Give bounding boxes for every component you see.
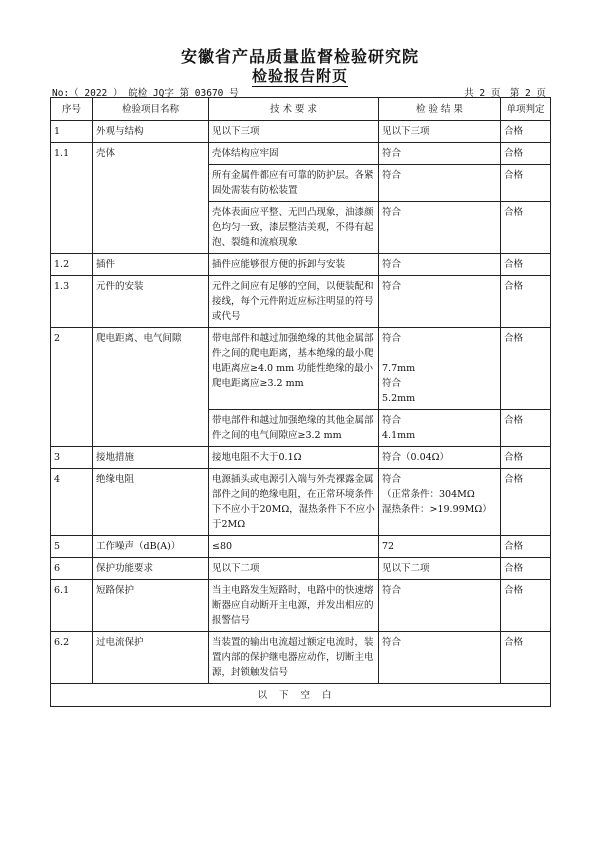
row-result: 符合	[379, 632, 501, 684]
row-item: 过电流保护	[93, 632, 209, 684]
row-verdict: 合格	[501, 410, 551, 447]
col-no: 序号	[51, 98, 93, 121]
row-item: 外观与结构	[93, 121, 209, 143]
row-no: 1.3	[51, 276, 93, 328]
table-row	[51, 536, 551, 558]
row-requirement: 壳体表面应平整、无凹凸现象，油漆颜色均匀一致，漆层整洁美观，不得有起泡、裂缝和流痕现象	[209, 202, 379, 254]
table-row	[51, 632, 551, 684]
row-result: 符合	[379, 165, 501, 202]
result-line: 符合	[382, 474, 402, 485]
row-requirement: 当主电路发生短路时，电路中的快速熔断器应自动断开主电源，并发出相应的报警信号	[209, 580, 379, 632]
row-requirement: 见以下二项	[209, 558, 379, 580]
row-item: 接地措施	[93, 447, 209, 469]
table-footer	[51, 684, 551, 707]
page-count: 共 2 页 第 2 页	[464, 88, 546, 99]
row-item: 绝缘电阻	[93, 469, 209, 536]
col-requirement: 技 术 要 求	[209, 98, 379, 121]
row-requirement: 见以下三项	[209, 121, 379, 143]
row-requirement: 带电部件和越过加强绝缘的其他金属部件之间的电气间隙应≥3.2 mm	[209, 410, 379, 447]
row-requirement: 电源插头或电源引入端与外壳裸露金属部件之间的绝缘电阻，在正常环境条件下不应小于20MΩ，湿热条件下不应小于2MΩ	[209, 469, 379, 536]
row-requirement: 当装置的输出电流超过额定电流时，装置内部的保护继电器应动作，切断主电源，封锁触发信号	[209, 632, 379, 684]
row-no: 1	[51, 121, 93, 143]
result-line: 7.7mm	[382, 363, 416, 374]
row-result: 见以下二项	[379, 558, 501, 580]
row-result: 符合	[379, 143, 501, 165]
row-verdict: 合格	[501, 447, 551, 469]
row-verdict: 合格	[501, 276, 551, 328]
row-result: 符合	[379, 202, 501, 254]
row-requirement: 插件应能够很方便的拆卸与安装	[209, 254, 379, 276]
table-row	[51, 558, 551, 580]
row-no: 5	[51, 536, 93, 558]
page-title-text: 检验报告附页	[251, 67, 348, 85]
table-row	[51, 143, 551, 165]
row-no: 2	[51, 328, 93, 447]
row-item: 元件的安装	[93, 276, 209, 328]
table-row	[51, 254, 551, 276]
page-title	[0, 65, 600, 86]
row-result	[379, 328, 501, 410]
row-item: 爬电距离、电气间隙	[93, 328, 209, 447]
row-verdict: 合格	[501, 632, 551, 684]
result-line: 4.1mm	[382, 430, 416, 441]
col-item: 检验项目名称	[93, 98, 209, 121]
row-requirement: 带电部件和越过加强绝缘的其他金属部件之间的爬电距离，基本绝缘的最小爬电距离应≥4.0 mm 功能性绝缘的最小爬电距离应≥3.2 mm	[209, 328, 379, 410]
row-item: 短路保护	[93, 580, 209, 632]
table-header	[51, 98, 551, 121]
row-verdict: 合格	[501, 202, 551, 254]
result-line: 5.2mm	[382, 393, 416, 404]
row-verdict: 合格	[501, 143, 551, 165]
row-verdict: 合格	[501, 580, 551, 632]
row-result: 符合	[379, 580, 501, 632]
row-item: 工作噪声（dB(A)）	[93, 536, 209, 558]
result-line: 符合	[382, 378, 402, 389]
result-line: 符合	[382, 333, 402, 344]
row-no: 4	[51, 469, 93, 536]
institute-name: 安徽省产品质量监督检验研究院	[180, 47, 419, 66]
table-row	[51, 469, 551, 536]
row-item: 壳体	[93, 143, 209, 254]
table-row	[51, 276, 551, 328]
table-row	[51, 121, 551, 143]
row-result	[379, 410, 501, 447]
row-result: 72	[379, 536, 501, 558]
row-result: 见以下三项	[379, 121, 501, 143]
row-no: 6.2	[51, 632, 93, 684]
table-row	[51, 447, 551, 469]
row-item: 保护功能要求	[93, 558, 209, 580]
row-verdict: 合格	[501, 328, 551, 410]
row-requirement: 元件之间应有足够的空间，以便装配和接线，每个元件附近应标注明显的符号或代号	[209, 276, 379, 328]
row-verdict: 合格	[501, 469, 551, 536]
row-requirement: 壳体结构应牢固	[209, 143, 379, 165]
col-result: 检 验 结 果	[379, 98, 501, 121]
row-verdict: 合格	[501, 558, 551, 580]
report-number: No:（ 2022 ） 皖检 JQ字 第 03670 号	[52, 88, 239, 99]
row-verdict: 合格	[501, 536, 551, 558]
result-line: 湿热条件：>19.99MΩ）	[382, 504, 492, 515]
row-result	[379, 469, 501, 536]
inspection-table	[50, 97, 551, 707]
row-no: 3	[51, 447, 93, 469]
row-result: 符合（0.04Ω）	[379, 447, 501, 469]
row-no: 1.1	[51, 143, 93, 254]
row-requirement: ≤80	[209, 536, 379, 558]
footer-blank-note: 以下空白	[51, 684, 551, 707]
row-result: 符合	[379, 254, 501, 276]
result-line: 符合	[382, 415, 402, 426]
col-verdict: 单项判定	[501, 98, 551, 121]
row-item: 插件	[93, 254, 209, 276]
row-result: 符合	[379, 276, 501, 328]
row-no: 6.1	[51, 580, 93, 632]
row-verdict: 合格	[501, 121, 551, 143]
table-row	[51, 328, 551, 410]
row-no: 1.2	[51, 254, 93, 276]
result-line: （正常条件：304MΩ	[382, 489, 475, 500]
row-verdict: 合格	[501, 254, 551, 276]
row-requirement: 接地电阻不大于0.1Ω	[209, 447, 379, 469]
row-no: 6	[51, 558, 93, 580]
row-verdict: 合格	[501, 165, 551, 202]
row-requirement: 所有金属件都应有可靠的防护层。各紧固处需装有防松装置	[209, 165, 379, 202]
table-row	[51, 580, 551, 632]
